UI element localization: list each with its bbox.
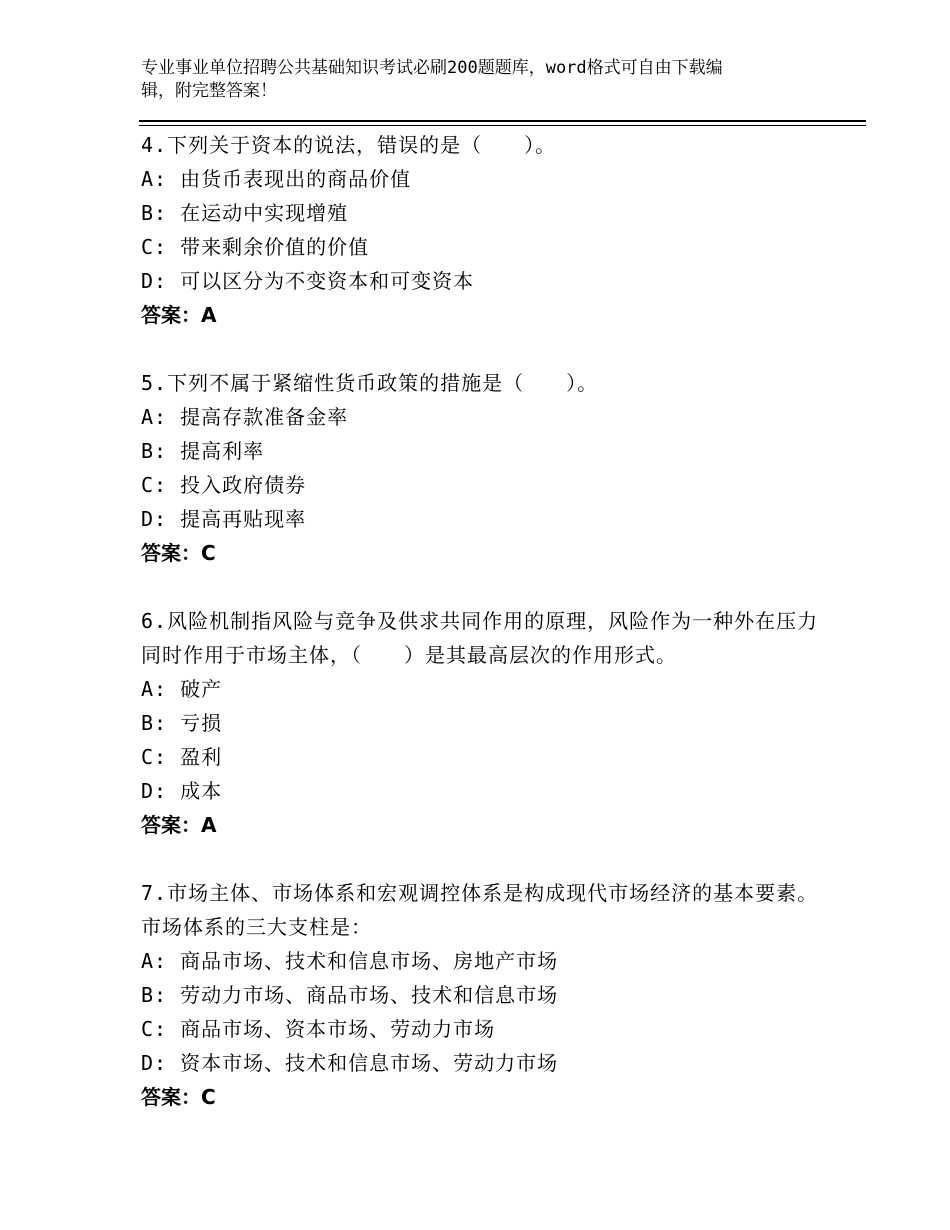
option-a: A: 破产 xyxy=(141,677,223,701)
option-d: D: 资本市场、技术和信息市场、劳动力市场 xyxy=(141,1051,559,1075)
question-5 xyxy=(141,366,821,570)
header-line-2: 辑，附完整答案！ xyxy=(141,81,277,101)
option-c: C: 带来剩余价值的价值 xyxy=(141,235,370,259)
header-rule-thick xyxy=(139,120,866,122)
answer: 答案：C xyxy=(141,1085,216,1109)
option-c: C: 投入政府债券 xyxy=(141,473,307,497)
answer: 答案：A xyxy=(141,303,217,327)
question-stem: 6.风险机制指风险与竞争及供求共同作用的原理，风险作为一种外在压力同时作用于市场主体，（ ）是其最高层次的作用形式。 xyxy=(141,609,819,667)
option-c: C: 商品市场、资本市场、劳动力市场 xyxy=(141,1017,496,1041)
option-a: A: 提高存款准备金率 xyxy=(141,405,349,429)
answer: 答案：C xyxy=(141,541,216,565)
option-d: D: 提高再贴现率 xyxy=(141,507,307,531)
option-d: D: 成本 xyxy=(141,779,223,803)
question-7 xyxy=(141,876,821,1114)
question-stem: 7.市场主体、市场体系和宏观调控体系是构成现代市场经济的基本要素。市场体系的三大支柱是： xyxy=(141,881,819,939)
option-a: A: 商品市场、技术和信息市场、房地产市场 xyxy=(141,949,559,973)
option-b: B: 提高利率 xyxy=(141,439,265,463)
question-6 xyxy=(141,604,821,842)
option-a: A: 由货币表现出的商品价值 xyxy=(141,167,412,191)
question-stem: 4.下列关于资本的说法，错误的是（ ）。 xyxy=(141,133,557,157)
question-stem: 5.下列不属于紧缩性货币政策的措施是（ ）。 xyxy=(141,371,599,395)
option-c: C: 盈利 xyxy=(141,745,223,769)
document-header xyxy=(141,57,781,103)
answer: 答案：A xyxy=(141,813,217,837)
option-b: B: 亏损 xyxy=(141,711,223,735)
question-list xyxy=(141,128,821,1148)
header-line-1: 专业事业单位招聘公共基础知识考试必刷200题题库，word格式可自由下载编 xyxy=(141,58,723,78)
question-4 xyxy=(141,128,821,332)
option-d: D: 可以区分为不变资本和可变资本 xyxy=(141,269,475,293)
option-b: B: 劳动力市场、商品市场、技术和信息市场 xyxy=(141,983,559,1007)
option-b: B: 在运动中实现增殖 xyxy=(141,201,349,225)
header-rule-thin xyxy=(139,125,866,126)
